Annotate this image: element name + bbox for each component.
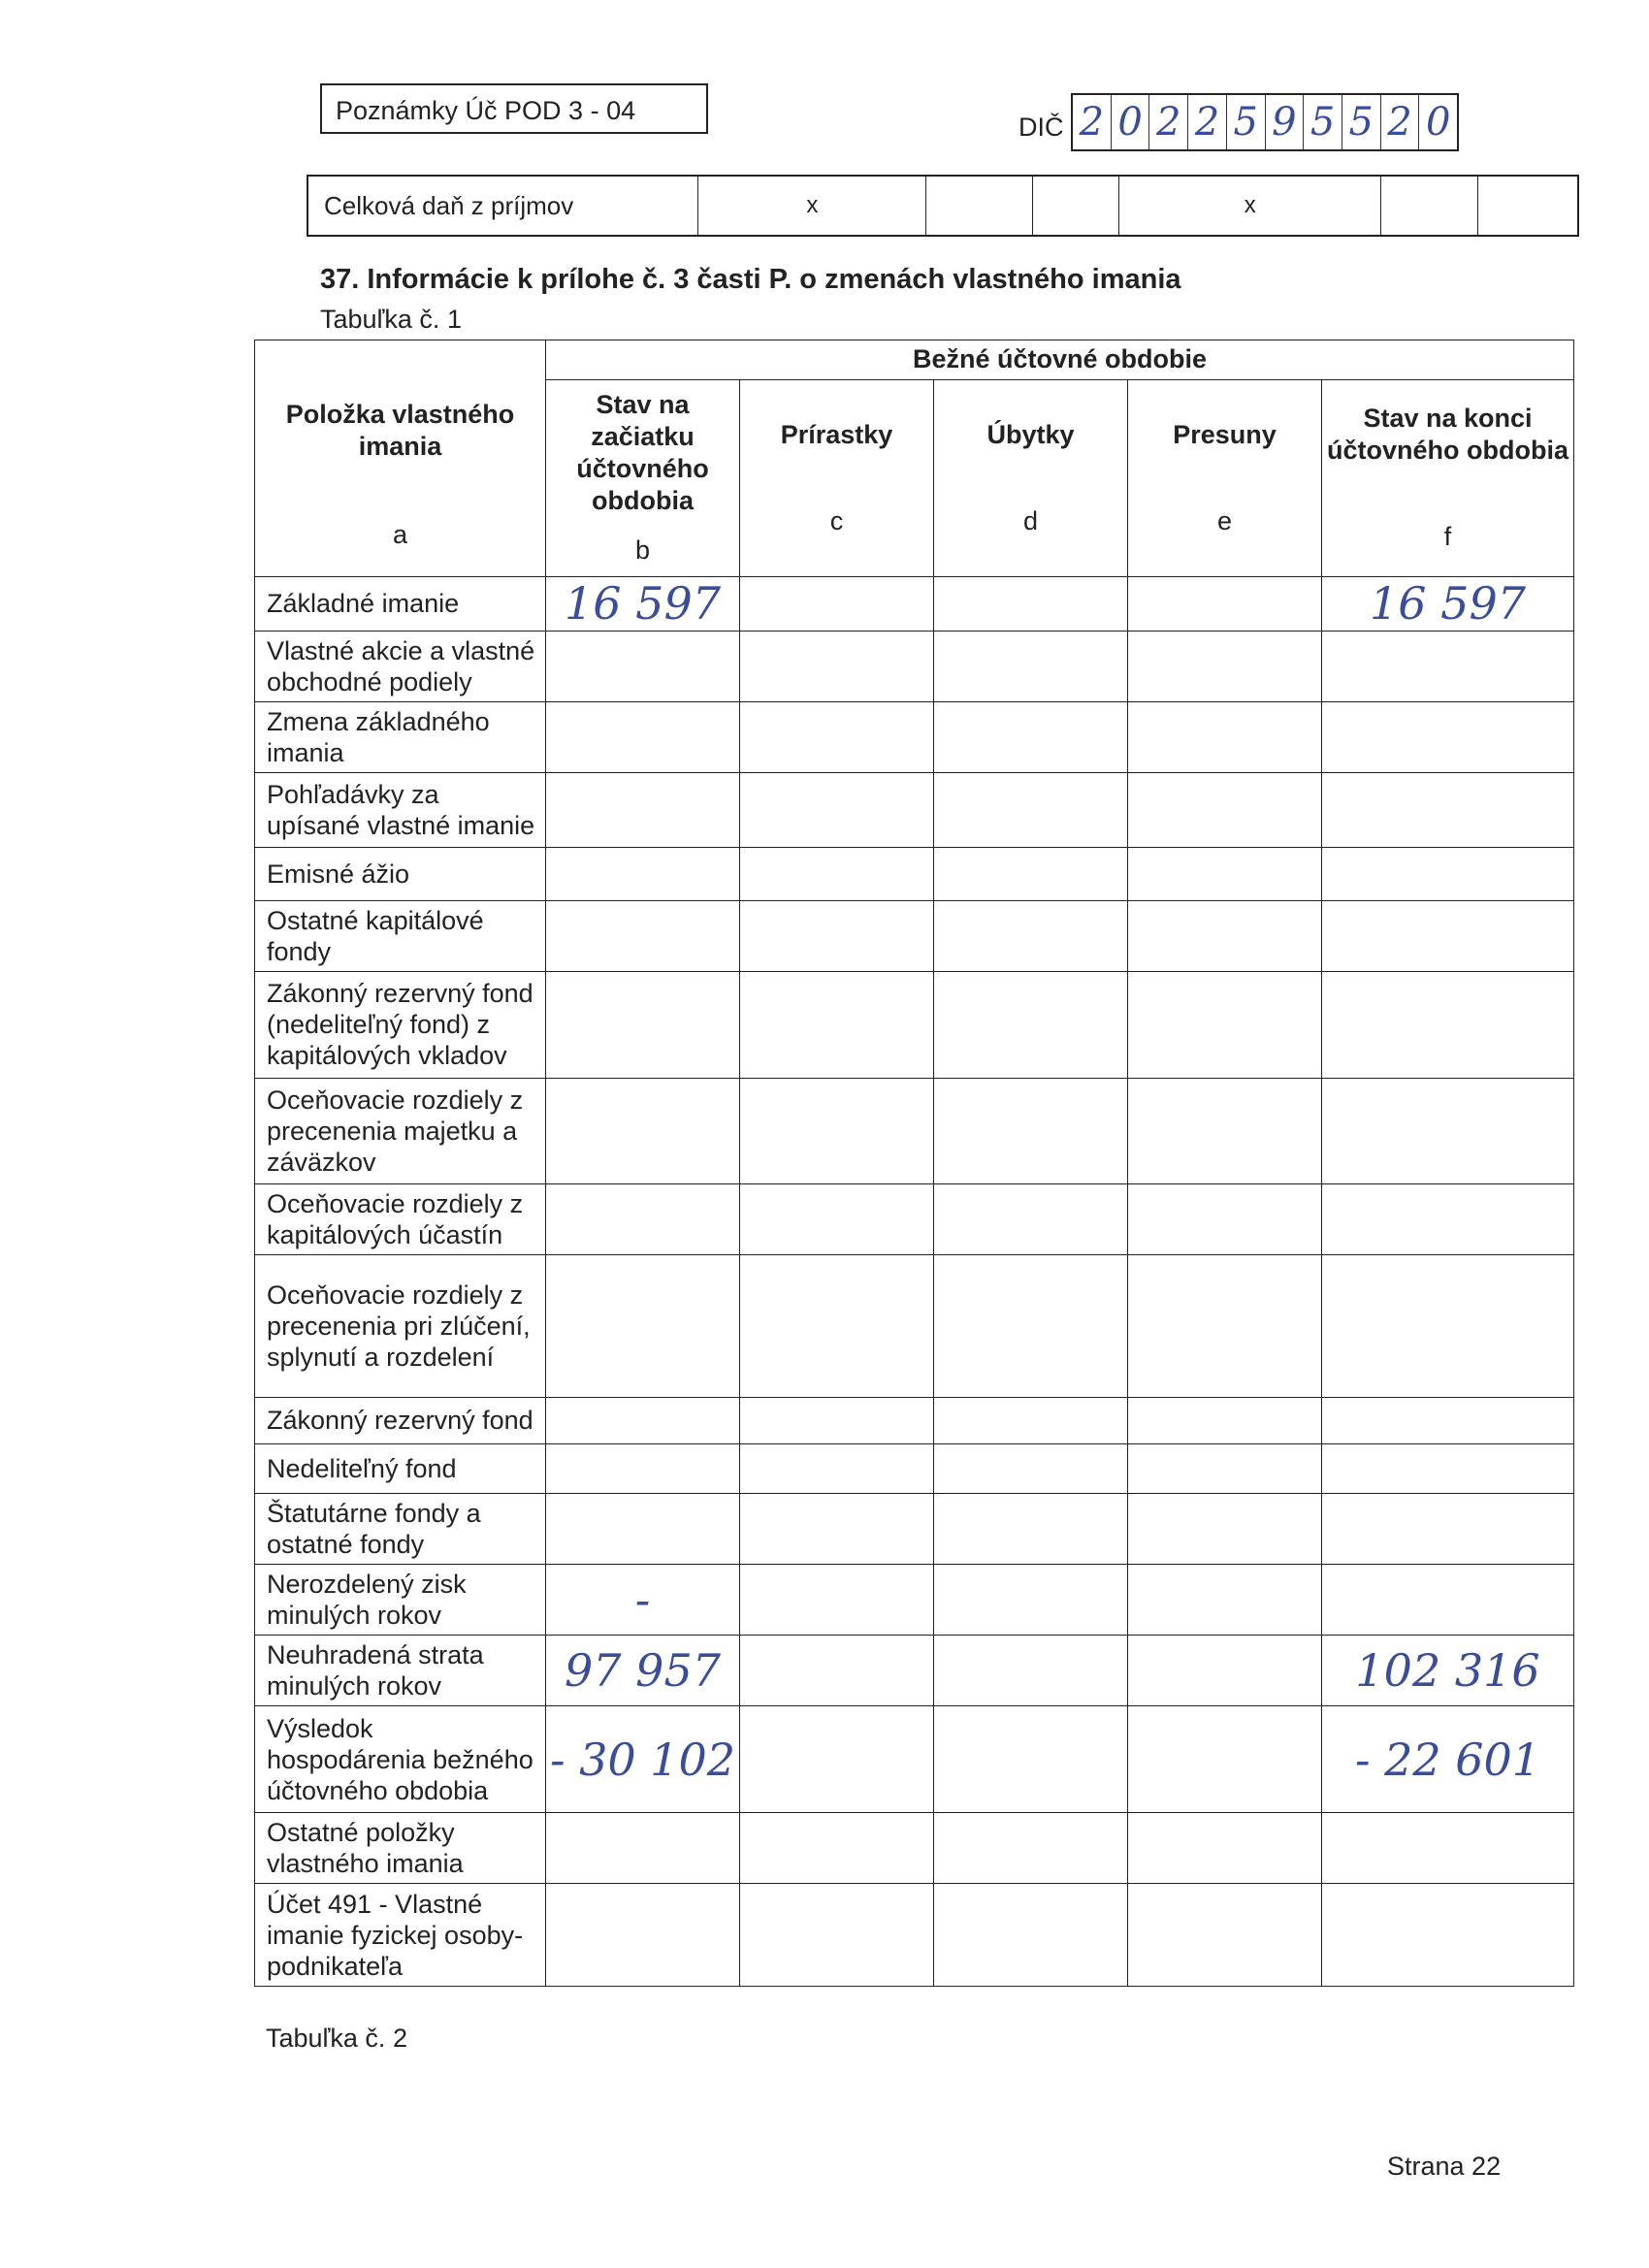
cell-transfers[interactable]	[1128, 1255, 1322, 1397]
table-row	[255, 971, 1574, 1078]
cell-transfers[interactable]	[1128, 701, 1322, 772]
cell-additions[interactable]	[740, 1884, 934, 1987]
row-label: Vlastné akcie a vlastné obchodné podiely	[255, 631, 546, 701]
cell-additions[interactable]	[740, 1397, 934, 1444]
row-label: Oceňovacie rozdiely z precenenia pri zlúčení, splynutí a rozdelení	[255, 1255, 546, 1397]
cell-decreases[interactable]	[934, 1078, 1128, 1184]
cell-decreases[interactable]	[934, 900, 1128, 971]
cell-transfers[interactable]	[1128, 1884, 1322, 1987]
table-row	[255, 1494, 1574, 1565]
cell-additions[interactable]	[740, 1636, 934, 1706]
table-row	[255, 1255, 1574, 1397]
cell-end[interactable]: 16 597	[1322, 576, 1574, 631]
header-additions-title: Prírastky	[780, 419, 893, 449]
header-decreases-title: Úbytky	[986, 419, 1075, 449]
cell-decreases[interactable]	[934, 576, 1128, 631]
header-letter-a: a	[392, 520, 408, 549]
table-row	[255, 1565, 1574, 1636]
cell-start[interactable]	[546, 701, 740, 772]
dic-digit: 0	[1425, 100, 1451, 145]
dic-digit: 5	[1342, 95, 1381, 149]
header-additions	[740, 379, 934, 576]
tax-cell[interactable]	[1381, 177, 1477, 235]
table-row	[255, 631, 1574, 701]
cell-decreases[interactable]	[934, 1397, 1128, 1444]
table-row	[255, 847, 1574, 900]
dic-digit: 0	[1112, 95, 1150, 149]
cell-transfers[interactable]	[1128, 1565, 1322, 1636]
cell-additions[interactable]	[740, 1706, 934, 1813]
cell-decreases[interactable]	[934, 1884, 1128, 1987]
cell-additions[interactable]	[740, 1565, 934, 1636]
header-start-title: Stav na začiatku účtovného obdobia	[576, 390, 709, 516]
header-item	[255, 340, 546, 577]
table-row	[255, 1813, 1574, 1884]
dic-label: DIČ	[1018, 113, 1064, 142]
cell-end[interactable]	[1322, 1184, 1574, 1255]
dic-digit: 2	[1073, 95, 1112, 149]
cell-start[interactable]	[546, 772, 740, 847]
cell-additions[interactable]	[740, 1494, 934, 1565]
table-2-label: Tabuľka č. 2	[266, 2024, 407, 2053]
header-letter-d: d	[1022, 505, 1039, 535]
table-row	[255, 772, 1574, 847]
row-label: Oceňovacie rozdiely z precenenia majetku a záväzkov	[255, 1078, 546, 1184]
table-row	[255, 900, 1574, 971]
cell-transfers[interactable]	[1128, 631, 1322, 701]
cell-start[interactable]	[546, 1397, 740, 1444]
cell-start[interactable]	[546, 1884, 740, 1987]
cell-transfers[interactable]	[1128, 847, 1322, 900]
row-label: Zmena základného imania	[255, 701, 546, 772]
cell-start[interactable]: 97 957	[546, 1636, 740, 1706]
table-row	[255, 1078, 1574, 1184]
cell-end[interactable]	[1322, 900, 1574, 971]
cell-end[interactable]	[1322, 847, 1574, 900]
row-label: Účet 491 - Vlastné imanie fyzickej osoby-podnikateľa	[255, 1884, 546, 1987]
cell-decreases[interactable]	[934, 1255, 1128, 1397]
cell-start[interactable]	[546, 1494, 740, 1565]
row-label: Zákonný rezervný fond (nedeliteľný fond) z kapitálových vkladov	[255, 971, 546, 1078]
total-tax-row	[307, 175, 1579, 237]
cell-end[interactable]	[1322, 1813, 1574, 1884]
cell-end[interactable]	[1322, 1255, 1574, 1397]
dic-digit: 5	[1227, 95, 1266, 149]
cell-transfers[interactable]	[1128, 900, 1322, 971]
cell-transfers[interactable]	[1128, 971, 1322, 1078]
table-row	[255, 1636, 1574, 1706]
row-label: Nerozdelený zisk minulých rokov	[255, 1565, 546, 1636]
header-letter-f: f	[1443, 522, 1452, 552]
tax-cell[interactable]	[1033, 177, 1119, 235]
dic-digit: 2	[1381, 95, 1420, 149]
cell-additions[interactable]	[740, 900, 934, 971]
cell-end[interactable]	[1322, 631, 1574, 701]
table-row	[255, 1184, 1574, 1255]
header-transfers-title: Presuny	[1173, 419, 1277, 449]
cell-end[interactable]	[1322, 971, 1574, 1078]
cell-start[interactable]: 16 597	[546, 576, 740, 631]
period-header: Bežné účtovné obdobie	[546, 340, 1574, 380]
cell-additions[interactable]	[740, 631, 934, 701]
cell-additions[interactable]	[740, 701, 934, 772]
header-decreases	[934, 379, 1128, 576]
cell-start[interactable]	[546, 1255, 740, 1397]
cell-start[interactable]	[546, 971, 740, 1078]
section-title: 37. Informácie k prílohe č. 3 časti P. o zmenách vlastného imania	[320, 264, 1181, 295]
tax-cell[interactable]: x	[698, 177, 926, 235]
row-label: Oceňovacie rozdiely z kapitálových účastín	[255, 1184, 546, 1255]
cell-start[interactable]	[546, 847, 740, 900]
cell-start[interactable]	[546, 631, 740, 701]
header-letter-e: e	[1216, 505, 1233, 535]
equity-changes-table	[254, 340, 1574, 1987]
cell-start[interactable]: -	[546, 1565, 740, 1636]
dic-digit: 5	[1304, 95, 1342, 149]
cell-transfers[interactable]	[1128, 576, 1322, 631]
cell-decreases[interactable]	[934, 847, 1128, 900]
cell-end[interactable]	[1322, 1397, 1574, 1444]
table-1-label: Tabuľka č. 1	[320, 305, 462, 334]
cell-start[interactable]	[546, 900, 740, 971]
tax-cell[interactable]	[1478, 177, 1577, 235]
cell-transfers[interactable]	[1128, 1494, 1322, 1565]
cell-additions[interactable]	[740, 1255, 934, 1397]
cell-additions[interactable]	[740, 1813, 934, 1884]
cell-end[interactable]	[1322, 1565, 1574, 1636]
cell-decreases[interactable]	[934, 1636, 1128, 1706]
tax-cell[interactable]: x	[1119, 177, 1381, 235]
header-letter-c: c	[829, 505, 844, 535]
cell-additions[interactable]	[740, 576, 934, 631]
total-tax-label: Celková daň z príjmov	[308, 177, 698, 235]
cell-decreases[interactable]	[934, 631, 1128, 701]
header-letter-b: b	[634, 535, 651, 566]
cell-start[interactable]	[546, 1078, 740, 1184]
header-item-title: Položka vlastného imania	[285, 400, 515, 461]
header-end-balance	[1322, 379, 1574, 576]
cell-transfers[interactable]	[1128, 1636, 1322, 1706]
cell-start[interactable]: - 30 102	[546, 1706, 740, 1813]
cell-start[interactable]	[546, 1184, 740, 1255]
row-label: Neuhradená strata minulých rokov	[255, 1636, 546, 1706]
cell-decreases[interactable]	[934, 1813, 1128, 1884]
cell-decreases[interactable]	[934, 1494, 1128, 1565]
cell-end[interactable]: - 22 601	[1322, 1706, 1574, 1813]
table-row	[255, 1884, 1574, 1987]
cell-decreases[interactable]	[934, 1565, 1128, 1636]
cell-decreases[interactable]	[934, 701, 1128, 772]
cell-transfers[interactable]	[1128, 1706, 1322, 1813]
header-end-title: Stav na konci účtovného obdobia	[1327, 404, 1569, 466]
cell-end[interactable]: 102 316	[1322, 1636, 1574, 1706]
cell-additions[interactable]	[740, 847, 934, 900]
dic-digit: 2	[1149, 95, 1188, 149]
row-label: Štatutárne fondy a ostatné fondy	[255, 1494, 546, 1565]
page-number: Strana 22	[1387, 2152, 1502, 2181]
table-row	[255, 701, 1574, 772]
cell-end[interactable]	[1322, 772, 1574, 847]
cell-decreases[interactable]	[934, 772, 1128, 847]
cell-transfers[interactable]	[1128, 1813, 1322, 1884]
dic-digit: 2	[1188, 95, 1227, 149]
cell-decreases[interactable]	[934, 1184, 1128, 1255]
table-row	[255, 1444, 1574, 1494]
cell-decreases[interactable]	[934, 1706, 1128, 1813]
table-row	[255, 1397, 1574, 1444]
row-label: Emisné ážio	[255, 847, 546, 900]
dic-field[interactable]	[1071, 93, 1459, 151]
row-label: Ostatné kapitálové fondy	[255, 900, 546, 971]
cell-end[interactable]	[1322, 701, 1574, 772]
header-start-balance	[546, 379, 740, 576]
row-label: Zákonný rezervný fond	[255, 1397, 546, 1444]
cell-transfers[interactable]	[1128, 1444, 1322, 1494]
cell-additions[interactable]	[740, 772, 934, 847]
header-transfers	[1128, 379, 1322, 576]
row-label: Pohľadávky za upísané vlastné imanie	[255, 772, 546, 847]
row-label: Nedeliteľný fond	[255, 1444, 546, 1494]
cell-transfers[interactable]	[1128, 1397, 1322, 1444]
cell-additions[interactable]	[740, 971, 934, 1078]
cell-end[interactable]	[1322, 1494, 1574, 1565]
cell-additions[interactable]	[740, 1078, 934, 1184]
cell-transfers[interactable]	[1128, 1184, 1322, 1255]
row-label: Základné imanie	[255, 576, 546, 631]
cell-additions[interactable]	[740, 1184, 934, 1255]
cell-start[interactable]	[546, 1813, 740, 1884]
cell-transfers[interactable]	[1128, 772, 1322, 847]
cell-end[interactable]	[1322, 1078, 1574, 1184]
cell-start[interactable]	[546, 1444, 740, 1494]
row-label: Ostatné položky vlastného imania	[255, 1813, 546, 1884]
table-row	[255, 1706, 1574, 1813]
dic-digit: 9	[1266, 95, 1305, 149]
cell-additions[interactable]	[740, 1444, 934, 1494]
cell-decreases[interactable]	[934, 1444, 1128, 1494]
cell-end[interactable]	[1322, 1444, 1574, 1494]
table-row	[255, 576, 1574, 631]
cell-decreases[interactable]	[934, 971, 1128, 1078]
cell-end[interactable]	[1322, 1884, 1574, 1987]
cell-transfers[interactable]	[1128, 1078, 1322, 1184]
form-label: Poznámky Úč POD 3 - 04	[320, 83, 708, 134]
row-label: Výsledok hospodárenia bežného účtovného obdobia	[255, 1706, 546, 1813]
tax-cell[interactable]	[926, 177, 1032, 235]
